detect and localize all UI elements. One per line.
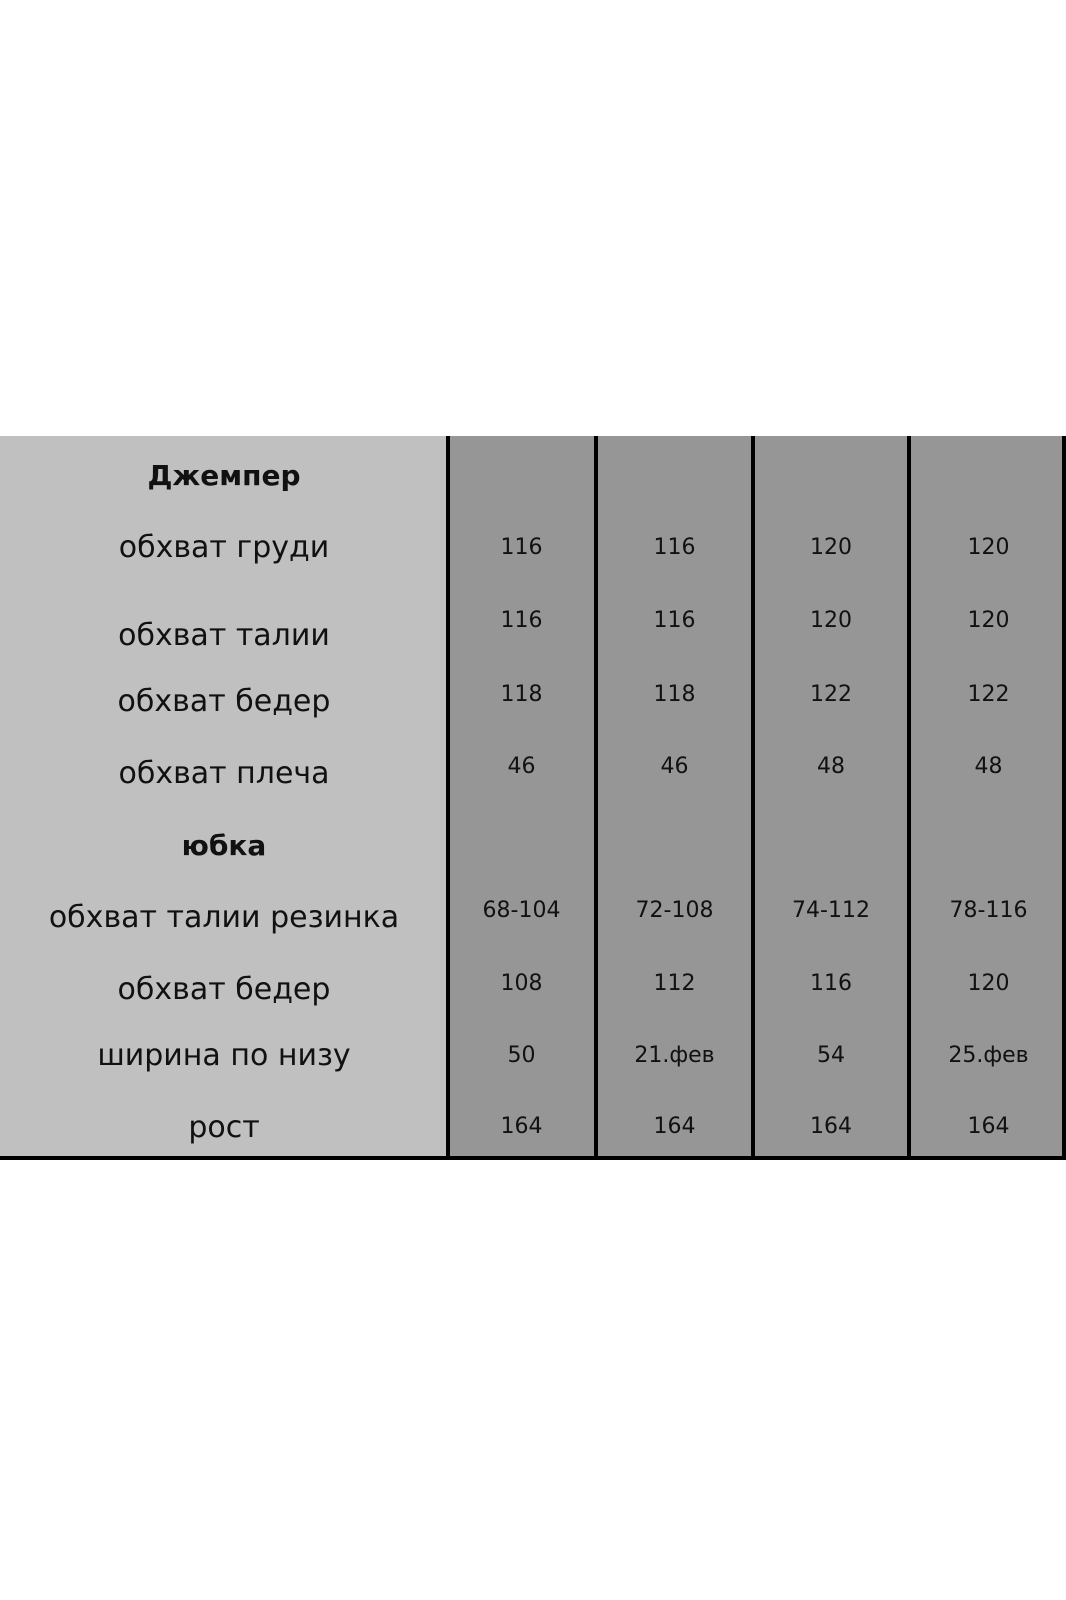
cell-value: 54 (817, 1043, 845, 1068)
cell-value: 48 (817, 754, 845, 779)
cell-value: 164 (653, 1114, 696, 1139)
cell-value: 118 (653, 682, 696, 707)
cell-value: 120 (810, 535, 852, 560)
cell-value: 118 (500, 682, 543, 707)
row-label: обхват груди (118, 530, 330, 565)
table-bottom-border (0, 1156, 1066, 1160)
cell-value: 108 (500, 971, 543, 996)
row-label: ширина по низу (97, 1038, 351, 1073)
cell-value: 164 (500, 1114, 543, 1139)
cell-value: 116 (500, 608, 543, 633)
cell-value: 50 (507, 1043, 536, 1068)
row-label: обхват бедер (117, 684, 331, 719)
cell-value: 72-108 (635, 898, 714, 923)
row-label: обхват бедер (117, 972, 331, 1007)
cell-value: 21.фев (634, 1043, 715, 1068)
row-label: рост (188, 1110, 260, 1145)
cell-value: 122 (967, 682, 1010, 707)
cell-value: 48 (974, 754, 1003, 779)
row-label: обхват плеча (118, 756, 330, 791)
cell-value: 68-104 (482, 898, 561, 923)
cell-value: 120 (967, 971, 1010, 996)
cell-value: 164 (810, 1114, 852, 1139)
row-label: обхват талии резинка (48, 900, 400, 935)
cell-value: 116 (500, 535, 543, 560)
cell-value: 116 (653, 535, 696, 560)
cell-value: 120 (967, 608, 1010, 633)
cell-value: 122 (810, 682, 852, 707)
cell-value: 46 (660, 754, 689, 779)
cell-value: 120 (967, 535, 1010, 560)
cell-value: 78-116 (949, 898, 1028, 923)
section-title-jumper: Джемпер (147, 459, 301, 492)
cell-value: 46 (507, 754, 536, 779)
cell-value: 74-112 (792, 898, 870, 923)
cell-value: 116 (653, 608, 696, 633)
cell-value: 116 (810, 971, 852, 996)
cell-value: 112 (653, 971, 696, 996)
cell-value: 120 (810, 608, 852, 633)
row-label: обхват талии (118, 618, 330, 653)
size-chart-table (0, 436, 1066, 1160)
cell-value: 25.фев (948, 1043, 1029, 1068)
section-title-skirt: юбка (181, 829, 267, 862)
cell-value: 164 (967, 1114, 1010, 1139)
